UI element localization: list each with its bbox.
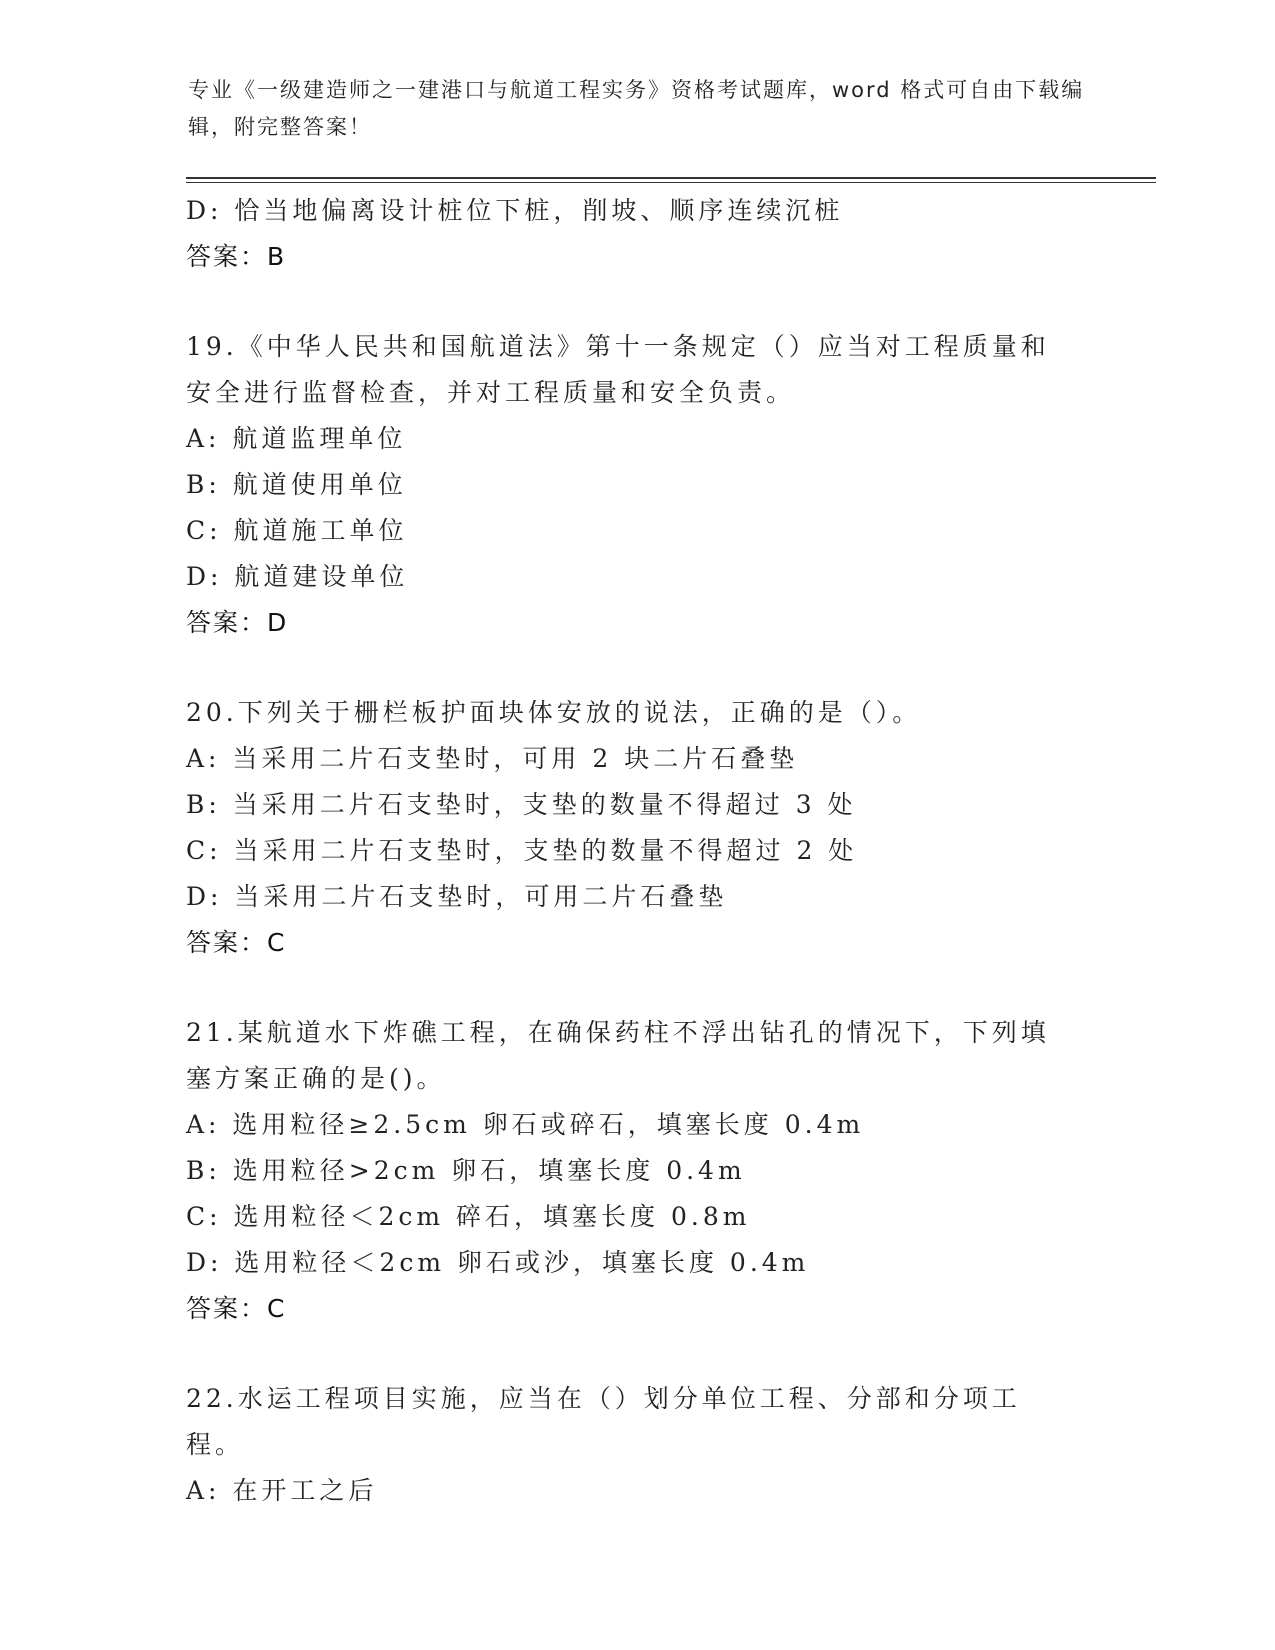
question-22 bbox=[186, 1376, 1086, 1514]
question-20 bbox=[186, 690, 1086, 966]
question-stem: 21.某航道水下炸礁工程，在确保药柱不浮出钻孔的情况下，下列填塞方案正确的是()。 bbox=[186, 1018, 1050, 1093]
answer: 答案：B bbox=[186, 242, 287, 271]
question-19 bbox=[186, 324, 1086, 646]
option-b: B: 选用粒径>2cm 卵石，填塞长度 0.4m bbox=[186, 1156, 746, 1185]
option-d: D: 当采用二片石支垫时，可用二片石叠垫 bbox=[186, 882, 728, 911]
question-stem: 19.《中华人民共和国航道法》第十一条规定（）应当对工程质量和安全进行监督检查，并对工程质量和安全负责。 bbox=[186, 332, 1050, 407]
option-c: C: 航道施工单位 bbox=[186, 516, 408, 545]
question-21 bbox=[186, 1010, 1086, 1332]
previous-question-tail bbox=[186, 188, 1086, 280]
option-d: D: 航道建设单位 bbox=[186, 562, 409, 591]
question-stem: 20.下列关于栅栏板护面块体安放的说法，正确的是（）。 bbox=[186, 698, 922, 727]
option-c: C: 选用粒径＜2cm 碎石，填塞长度 0.8m bbox=[186, 1202, 751, 1231]
question-content bbox=[186, 188, 1086, 1514]
question-stem: 22.水运工程项目实施，应当在（）划分单位工程、分部和分项工程。 bbox=[186, 1384, 1021, 1459]
page-header: 专业《一级建造师之一建港口与航道工程实务》资格考试题库，word 格式可自由下载编辑，附完整答案！ bbox=[188, 78, 1085, 139]
option-d: D: 选用粒径＜2cm 卵石或沙，填塞长度 0.4m bbox=[186, 1248, 810, 1277]
option-a: A: 当采用二片石支垫时，可用 2 块二片石叠垫 bbox=[186, 744, 799, 773]
header-divider bbox=[186, 177, 1156, 183]
option-a: A: 航道监理单位 bbox=[186, 424, 407, 453]
option-a: A: 在开工之后 bbox=[186, 1476, 378, 1505]
option-c: C: 当采用二片石支垫时，支垫的数量不得超过 2 处 bbox=[186, 836, 858, 865]
option-b: B: 航道使用单位 bbox=[186, 470, 407, 499]
answer: 答案：C bbox=[186, 928, 287, 957]
answer: 答案：C bbox=[186, 1294, 287, 1323]
answer: 答案：D bbox=[186, 608, 289, 637]
option-b: B: 当采用二片石支垫时，支垫的数量不得超过 3 处 bbox=[186, 790, 857, 819]
option-d: D: 恰当地偏离设计桩位下桩，削坡、顺序连续沉桩 bbox=[186, 196, 844, 225]
option-a: A: 选用粒径≥2.5cm 卵石或碎石，填塞长度 0.4m bbox=[186, 1110, 865, 1139]
